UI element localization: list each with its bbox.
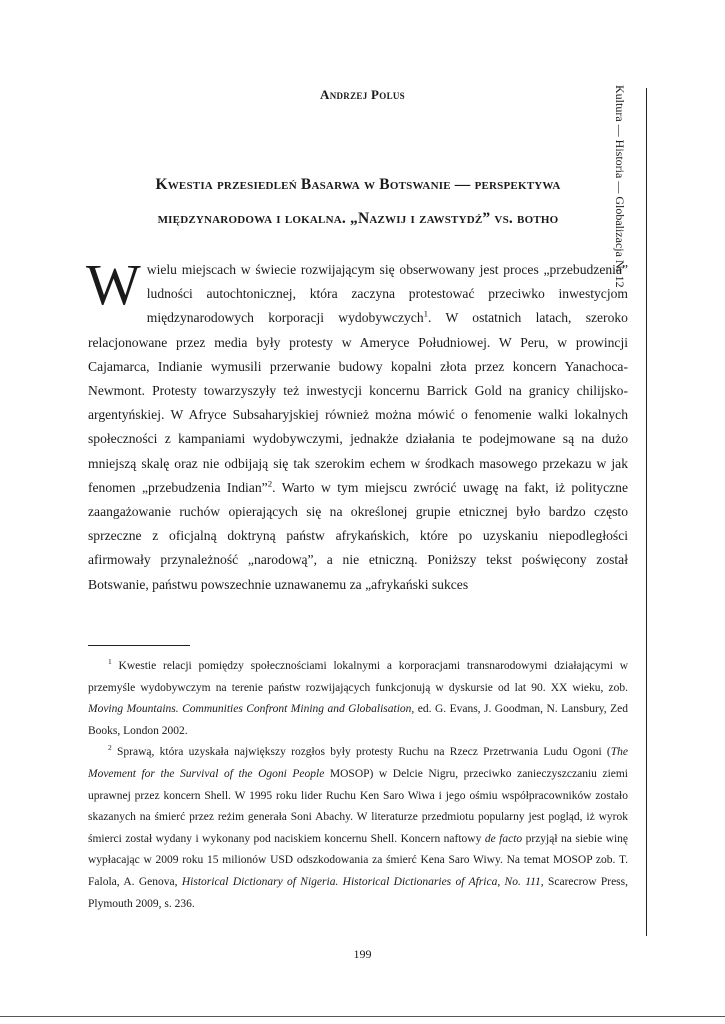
body-part-3: . Warto w tym miejscu zwrócić uwagę na fakt, iż polityczne zaangażowanie ruchów opierających się na określonej grupie etnicznej było bardzo często sprzeczne z oficjalną doktryną państw afrykańskich, które po uzyskaniu niepodległości afirmowały przynależność „narodową”, a nie etniczną. Poniższy tekst poświęcony został Botswanie, państwu powszechnie uznawanemu za „afrykański sukces (88, 479, 629, 592)
footnote-2-text-b: MOSOP) w Delcie Nigru, przeciwko zanieczyszczaniu ziemi uprawnej przez koncern Shell. W 1995 roku lider Ruchu Ken Saro Wiwa i jego ośmiu współpracowników zostało skazanych na śmierć przez reżim generała Soni Abachy. W literaturze przedmiotu popularny jest pogląd, iż wyrok śmierci został wydany i wykonany pod naciskiem koncernu Shell. Koncern naftowy (88, 767, 629, 845)
footnote-1-italic: Moving Mountains. Communities Confront Mining and Globalisation, (88, 703, 415, 716)
body-text (86, 252, 629, 597)
body-part-2: . W ostatnich latach, szeroko relacjonowane przez media były protesty w Ameryce Południowej. W Peru, w prowincji Cajamarca, Indianie wymusili przerwanie budowy kopalni złota przez koncern Yanachoca-Newmont. Protesty towarzyszyły też inwestycji koncernu Barrick Gold na granicy chilijsko-argentyńskiej. W Afryce Subsaharyjskiej również można mówić o fenomenie walki lokalnych społeczności z kampaniami wydobywczymi, jednakże działania te podejmowane są na dużo mniejszą skalę oraz nie odbijają się tak szerokim echem w środkach masowego przekazu w jak fenomen „przebudzenia Indian” (88, 310, 628, 495)
title-line-2: międzynarodowa i lokalna. „Nazwij i zawstydź” vs. botho (157, 210, 559, 227)
footnote-2-number: 2 (108, 743, 112, 753)
running-head: Kultura — Historia — Globalizacja Nr 12 (613, 85, 627, 288)
body-part-1: wielu miejscach w świecie rozwijającym się obserwowany jest proces „przebudzenia” ludności autochtonicznej, która zaczyna protestować przeciwko inwestycjom międzynarodowych korporacji wydobywczych (146, 262, 628, 326)
footnote-2 (88, 742, 628, 915)
footnote-2-italic-c: Historical Dictionary of Nigeria. Historical Dictionaries of Africa, No. 111, (181, 875, 544, 888)
footnote-2-italic-b: de facto (484, 832, 523, 845)
footnote-2-text-a: Sprawą, która uzyskała największy rozgłos były protesty Ruchu na Rzecz Przetrwania Ludu Ogoni ( (117, 746, 611, 759)
footnote-1-text-end: ed. G. Evans, J. Goodman, N. Lansbury, Zed Books, London 2002. (88, 703, 628, 737)
page-number: 199 (353, 947, 372, 961)
footnote-2-text-d: Scarecrow Press, Plymouth 2009, s. 236. (88, 875, 629, 910)
footnote-ref-2[interactable]: 2 (267, 478, 273, 489)
footnote-2-italic-a: The Movement for the Survival of the Ogoni People (88, 746, 629, 780)
footnote-ref-1[interactable]: 1 (423, 308, 429, 319)
drop-cap: W (86, 252, 141, 317)
footnotes (88, 656, 628, 915)
page-bottom-rule (0, 1016, 725, 1017)
footnote-1-text: Kwestie relacji pomiędzy społecznościami lokalnymi a korporacjami transnarodowymi działającymi w przemyśle wydobywczym na terenie państw rozwijających funkcjonują w dyskursie od lat 90. XX wieku, zob. (88, 660, 629, 694)
article-title (88, 168, 628, 236)
footnote-rule (88, 645, 190, 646)
running-head-rule (646, 88, 647, 936)
footnote-2-text-c: przyjął na siebie winę wypłacając w 2009 roku 15 milionów USD odszkodowania za śmierć Kena Saro Wiwy. Na temat MOSOP zob. T. Falola, A. Genova, (88, 832, 628, 888)
author-name: Andrzej Polus (320, 87, 405, 102)
title-line-1: Kwestia przesiedleń Basarwa w Botswanie — perspektywa (155, 176, 561, 193)
footnote-1 (88, 656, 628, 742)
footnote-1-number: 1 (108, 657, 112, 667)
